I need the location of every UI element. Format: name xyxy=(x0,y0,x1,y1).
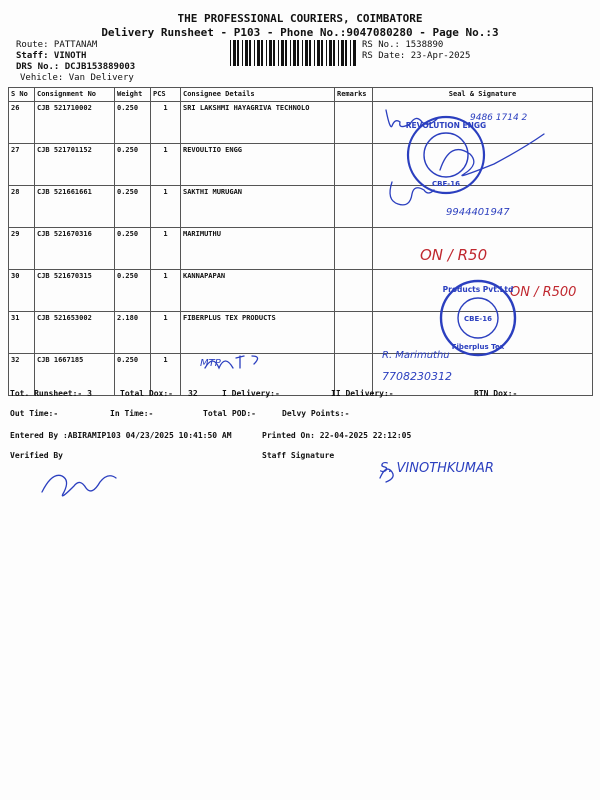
printed-on: Printed On: 22-04-2025 22:12:05 xyxy=(262,431,412,440)
col-consignee: Consignee Details xyxy=(181,88,335,102)
in-time: In Time:- xyxy=(110,409,154,418)
stamp2-text: Products Pvt.Ltd xyxy=(442,285,514,294)
out-time: Out Time:- xyxy=(10,409,59,418)
stamp1-text: REVOLUTION ENGG xyxy=(405,121,487,130)
drs-number: DRS No.: DCJB153889003 xyxy=(16,62,136,72)
stamp-revolution-engg xyxy=(406,117,486,193)
signature-row27 xyxy=(440,134,544,176)
rs-date: RS Date: 23-Apr-2025 xyxy=(362,51,471,61)
col-pcs: PCS xyxy=(151,88,181,102)
cell-weight: 0.250 xyxy=(115,102,151,144)
cell-pcs: 1 xyxy=(151,144,181,186)
rtn-dox: RTN Dox:- xyxy=(474,389,518,398)
cell-pcs: 1 xyxy=(151,354,181,396)
cell-pcs: 1 xyxy=(151,312,181,354)
cell-consignee: SAKTHI MURUGAN xyxy=(181,186,335,228)
total-dox-value: 32 xyxy=(188,389,198,398)
stamp1-sub: CBE-16 xyxy=(432,180,460,188)
cell-sno: 32 xyxy=(9,354,35,396)
vehicle-label: Vehicle: Van Delivery xyxy=(20,73,134,83)
signature-row28 xyxy=(390,182,434,205)
phone-row26: 9486 1714 2 xyxy=(470,113,528,123)
cell-weight: 0.250 xyxy=(115,144,151,186)
cell-sno: 26 xyxy=(9,102,35,144)
ii-delivery: II Delivery:- xyxy=(331,389,394,398)
cell-consignee: FIBERPLUS TEX PRODUCTS xyxy=(181,312,335,354)
total-dox-label: Total Dox:- xyxy=(120,389,173,398)
col-weight: Weight xyxy=(115,88,151,102)
note-row29: ON / R50 xyxy=(420,246,488,264)
phone-row32: 7708230312 xyxy=(382,370,452,383)
verified-by: Verified By xyxy=(10,451,63,460)
cell-consignee: REVOULTIO ENGG xyxy=(181,144,335,186)
col-remarks: Remarks xyxy=(335,88,373,102)
cell-consignee: KANNAPAPAN xyxy=(181,270,335,312)
cell-sno: 31 xyxy=(9,312,35,354)
phone-row28: 9944401947 xyxy=(446,207,510,218)
rs-number: RS No.: 1538890 xyxy=(362,40,444,50)
cell-consignee: MARIMUTHU xyxy=(181,228,335,270)
runsheet-subtitle: Delivery Runsheet - P103 - Phone No.:9047080280 - Page No.:3 xyxy=(101,26,499,39)
col-consignment: Consignment No xyxy=(35,88,115,102)
cell-pcs: 1 xyxy=(151,186,181,228)
route-label: Route: PATTANAM xyxy=(16,40,98,50)
cell-pcs: 1 xyxy=(151,228,181,270)
stamp2-sub: Fiberplus Tex xyxy=(451,343,505,351)
company-title: THE PROFESSIONAL COURIERS, COIMBATORE xyxy=(177,12,423,25)
stamp2-center: CBE-16 xyxy=(464,315,492,323)
cell-sno: 29 xyxy=(9,228,35,270)
tot-runsheet: Tot. Runsheet:- 3 xyxy=(10,389,92,398)
col-sno: S No xyxy=(9,88,35,102)
name-row32: R. Marimuthu xyxy=(382,350,450,361)
i-delivery: I Delivery:- xyxy=(222,389,280,398)
entered-by: Entered By :ABIRAMIP103 04/23/2025 10:41:50 AM xyxy=(10,431,232,440)
cell-sno: 28 xyxy=(9,186,35,228)
cell-pcs: 1 xyxy=(151,102,181,144)
staff-sign-name: S. VINOTHKUMAR xyxy=(380,461,494,476)
cell-weight: 0.250 xyxy=(115,270,151,312)
initials-text-row32: MTP xyxy=(200,358,221,369)
cell-consignment: CJB 521670315 xyxy=(35,270,115,312)
staff-label: Staff: VINOTH xyxy=(16,51,87,61)
cell-weight: 0.250 xyxy=(115,354,151,396)
cell-consignment: CJB 1667185 xyxy=(35,354,115,396)
cell-sno: 30 xyxy=(9,270,35,312)
note-row31: ON / R500 xyxy=(510,285,577,300)
cell-weight: 0.250 xyxy=(115,228,151,270)
cell-consignment: CJB 521710002 xyxy=(35,102,115,144)
staff-signature-label: Staff Signature xyxy=(262,451,335,460)
total-pod: Total POD:- xyxy=(203,409,256,418)
delvy-points: Delvy Points:- xyxy=(282,409,350,418)
cell-consignment: CJB 521661661 xyxy=(35,186,115,228)
stamp-fiberplus xyxy=(441,281,515,355)
cell-consignee: SRI LAKSHMI HAYAGRIVA TECHNOLO xyxy=(181,102,335,144)
cell-sno: 27 xyxy=(9,144,35,186)
cell-weight: 2.180 xyxy=(115,312,151,354)
cell-consignment: CJB 521701152 xyxy=(35,144,115,186)
cell-consignment: CJB 521653002 xyxy=(35,312,115,354)
verified-signature xyxy=(42,475,116,496)
cell-consignment: CJB 521670316 xyxy=(35,228,115,270)
cell-pcs: 1 xyxy=(151,270,181,312)
col-seal-signature: Seal & Signature xyxy=(373,88,593,102)
cell-weight: 0.250 xyxy=(115,186,151,228)
